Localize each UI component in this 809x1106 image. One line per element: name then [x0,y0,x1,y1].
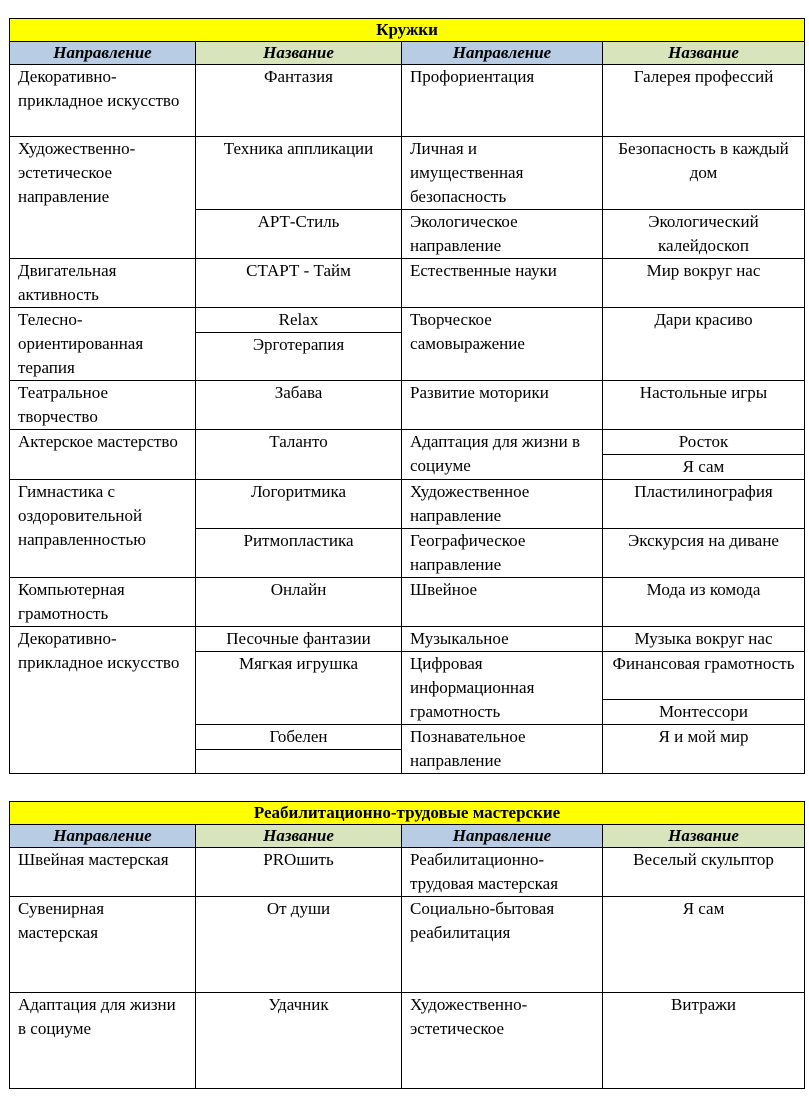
table-cell: Сувенирная мастерская [10,897,196,993]
table-cell: Адаптация для жизни в социуме [402,430,603,480]
table-cell: PROшить [196,848,402,897]
table-cell: Онлайн [196,578,402,627]
table-cell: Телесно-ориентированная терапия [10,308,196,381]
table-cell: Художественно-эстетическое [402,993,603,1089]
table-cell: АРТ-Стиль [196,210,402,259]
table-cell: Художественное направление [402,480,603,529]
table-cell: Мода из комода [603,578,805,627]
masterskie-table [9,801,805,1089]
table-cell: Актерское мастерство [10,430,196,480]
table-cell: Пластилинография [603,480,805,529]
kruzhki-title: Кружки [10,19,805,42]
table-cell: Финансовая грамотность [603,652,805,700]
table-cell: Дари красиво [603,308,805,381]
header-name: Название [196,42,402,65]
table-cell: СТАРТ - Тайм [196,259,402,308]
header-direction: Направление [10,825,196,848]
table-cell: Творческое самовыражение [402,308,603,381]
table-cell: Веселый скульптор [603,848,805,897]
table-cell: Компьютерная грамотность [10,578,196,627]
header-direction: Направление [10,42,196,65]
table-cell: Фантазия [196,65,402,137]
table-cell: Гимнастика с оздоровительной направленностью [10,480,196,578]
table-cell: Relax [196,308,402,333]
table-cell: Забава [196,381,402,430]
table-cell: Удачник [196,993,402,1089]
table-cell: Адаптация для жизни в социуме [10,993,196,1089]
table-cell: Я и мой мир [603,725,805,774]
table-cell: Экскурсия на диване [603,529,805,578]
header-direction: Направление [402,825,603,848]
table-cell: Галерея профессий [603,65,805,137]
table-cell: Росток [603,430,805,455]
table-cell: Социально-бытовая реабилитация [402,897,603,993]
table-cell: Эрготерапия [196,333,402,381]
table-cell: Художественно-эстетическое направление [10,137,196,259]
table-cell: Географическое направление [402,529,603,578]
table-cell: Экологический калейдоскоп [603,210,805,259]
table-cell: Ритмопластика [196,529,402,578]
masterskie-title: Реабилитационно-трудовые мастерские [10,802,805,825]
table-cell: Декоративно-прикладное искусство [10,627,196,774]
table-cell: Я сам [603,897,805,993]
table-cell: Музыка вокруг нас [603,627,805,652]
table-cell: Монтессори [603,700,805,725]
table-cell: Песочные фантазии [196,627,402,652]
table-cell: Витражи [603,993,805,1089]
table-cell: Профориентация [402,65,603,137]
table-cell: Безопасность в каждый дом [603,137,805,210]
header-name: Название [603,825,805,848]
table-cell: Таланто [196,430,402,480]
header-name: Название [603,42,805,65]
table-cell: Реабилитационно-трудовая мастерская [402,848,603,897]
kruzhki-table [9,18,805,774]
table-cell: Мир вокруг нас [603,259,805,308]
table-cell: Двигательная активность [10,259,196,308]
table-cell: Швейное [402,578,603,627]
table-cell: Личная и имущественная безопасность [402,137,603,210]
table-cell: Швейная мастерская [10,848,196,897]
table-cell: Логоритмика [196,480,402,529]
table-cell: Развитие моторики [402,381,603,430]
table-cell: Декоративно-прикладное искусство [10,65,196,137]
table-cell: Экологическое направление [402,210,603,259]
table-cell-empty [196,750,402,774]
table-cell: Гобелен [196,725,402,750]
table-cell: Техника аппликации [196,137,402,210]
table-cell: Мягкая игрушка [196,652,402,725]
header-name: Название [196,825,402,848]
table-cell: Театральное творчество [10,381,196,430]
table-cell: Настольные игры [603,381,805,430]
table-cell: Цифровая информационная грамотность [402,652,603,725]
table-cell: Естественные науки [402,259,603,308]
table-cell: Я сам [603,455,805,480]
table-cell: Музыкальное [402,627,603,652]
table-cell: От души [196,897,402,993]
table-cell: Познавательное направление [402,725,603,774]
header-direction: Направление [402,42,603,65]
